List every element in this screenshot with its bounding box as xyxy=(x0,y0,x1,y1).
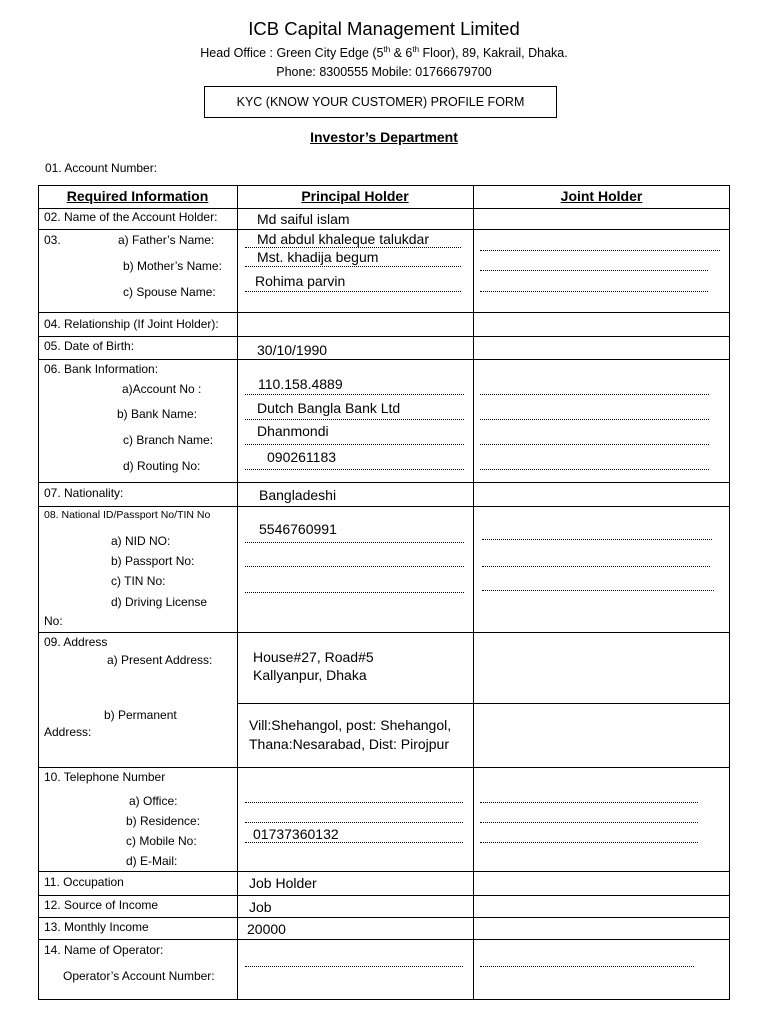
label-passport-no: b) Passport No: xyxy=(111,554,195,568)
label-branch-name: c) Branch Name: xyxy=(123,433,214,447)
dotted-line xyxy=(480,842,698,843)
label-account-holder-name: 02. Name of the Account Holder: xyxy=(44,210,218,224)
label-spouse-name: c) Spouse Name: xyxy=(123,285,216,299)
header-joint-holder: Joint Holder xyxy=(560,188,643,204)
principal-occupation[interactable]: Job Holder xyxy=(249,875,317,891)
label-permanent-address: b) Permanent xyxy=(104,708,177,722)
label-bank-account: a)Account No : xyxy=(122,382,202,396)
row-divider xyxy=(38,871,730,872)
column-divider-1 xyxy=(237,185,238,1000)
principal-present-address-line1[interactable]: House#27, Road#5 xyxy=(253,649,374,665)
principal-monthly-income[interactable]: 20000 xyxy=(247,921,286,937)
label-routing-no: d) Routing No: xyxy=(123,459,201,473)
dotted-line xyxy=(245,444,464,445)
dotted-line xyxy=(245,394,464,395)
dotted-line xyxy=(245,592,464,593)
dotted-line xyxy=(245,842,463,843)
label-driving-license: d) Driving License xyxy=(111,595,208,609)
dotted-line xyxy=(482,566,710,567)
label-operator-account: Operator’s Account Number: xyxy=(63,969,215,983)
column-divider-2 xyxy=(473,185,474,1000)
head-office-address: Head Office : Green City Edge (5th & 6th Floor), 89, Kakrail, Dhaka. xyxy=(200,45,568,61)
dotted-line xyxy=(245,266,461,267)
principal-mother-name[interactable]: Mst. khadija begum xyxy=(257,249,379,265)
principal-father-name[interactable]: Md abdul khaleque talukdar xyxy=(257,231,430,247)
label-occupation: 11. Occupation xyxy=(44,875,124,889)
dotted-line xyxy=(245,291,461,292)
label-bank-information: 06. Bank Information: xyxy=(44,362,159,376)
principal-permanent-address-line2[interactable]: Thana:Nesarabad, Dist: Pirojpur xyxy=(249,736,449,752)
dotted-line xyxy=(245,419,464,420)
principal-present-address-line2[interactable]: Kallyanpur, Dhaka xyxy=(253,667,367,683)
label-row-03: 03. xyxy=(44,233,61,247)
dotted-line xyxy=(480,250,720,251)
label-nid-no: a) NID NO: xyxy=(111,534,171,548)
label-telephone: 10. Telephone Number xyxy=(44,770,166,784)
row-divider xyxy=(38,939,730,940)
dotted-line xyxy=(480,822,698,823)
dotted-line xyxy=(480,469,709,470)
principal-source-of-income[interactable]: Job xyxy=(249,899,272,915)
principal-nationality[interactable]: Bangladeshi xyxy=(259,487,337,503)
dotted-line xyxy=(480,444,709,445)
dotted-line xyxy=(480,966,694,967)
dotted-line xyxy=(480,419,709,420)
principal-spouse-name[interactable]: Rohima parvin xyxy=(255,273,346,289)
dotted-line xyxy=(480,802,698,803)
row-divider xyxy=(38,917,730,918)
label-mother-name: b) Mother’s Name: xyxy=(123,259,222,273)
label-office: a) Office: xyxy=(129,794,178,808)
dotted-line xyxy=(480,394,709,395)
company-name: ICB Capital Management Limited xyxy=(248,18,520,39)
label-residence: b) Residence: xyxy=(126,814,201,828)
header-required-information: Required Information xyxy=(66,188,209,204)
dotted-line xyxy=(482,539,712,540)
principal-bank-name[interactable]: Dutch Bangla Bank Ltd xyxy=(257,400,401,416)
principal-branch-name[interactable]: Dhanmondi xyxy=(257,423,329,439)
header-principal-holder: Principal Holder xyxy=(301,188,409,204)
principal-permanent-address-line1[interactable]: Vill:Shehangol, post: Shehangol, xyxy=(249,717,452,733)
principal-name[interactable]: Md saiful islam xyxy=(257,211,350,227)
principal-mobile[interactable]: 01737360132 xyxy=(253,826,339,842)
dotted-line xyxy=(482,590,714,591)
row-divider xyxy=(38,482,730,483)
row-divider xyxy=(38,208,730,209)
row-divider xyxy=(38,229,730,230)
dotted-line xyxy=(245,822,463,823)
label-tin-no: c) TIN No: xyxy=(111,574,166,588)
row-divider xyxy=(38,632,730,633)
label-permanent-address-2: Address: xyxy=(44,725,92,739)
address-split-divider xyxy=(237,703,730,704)
dotted-line xyxy=(480,291,708,292)
phone-line: Phone: 8300555 Mobile: 01766679700 xyxy=(276,65,492,79)
row-divider xyxy=(38,895,730,896)
row-divider xyxy=(38,767,730,768)
form-title: KYC (KNOW YOUR CUSTOMER) PROFILE FORM xyxy=(204,86,557,118)
dotted-line xyxy=(245,802,463,803)
label-source-of-income: 12. Source of Income xyxy=(44,898,159,912)
dotted-line xyxy=(245,566,464,567)
principal-routing-no[interactable]: 090261183 xyxy=(267,449,337,465)
label-driving-license-no: No: xyxy=(44,614,63,628)
label-mobile: c) Mobile No: xyxy=(126,834,197,848)
dotted-line xyxy=(245,469,464,470)
row-divider xyxy=(38,506,730,507)
principal-nid[interactable]: 5546760991 xyxy=(259,521,337,537)
label-address: 09. Address xyxy=(44,635,108,649)
label-present-address: a) Present Address: xyxy=(107,653,213,667)
label-monthly-income: 13. Monthly Income xyxy=(44,920,149,934)
label-relationship: 04. Relationship (If Joint Holder): xyxy=(44,317,219,331)
row-divider xyxy=(38,359,730,360)
department-title: Investor’s Department xyxy=(310,129,458,145)
principal-date-of-birth[interactable]: 30/10/1990 xyxy=(257,342,328,358)
principal-bank-account[interactable]: 110.158.4889 xyxy=(258,376,343,392)
label-father-name: a) Father’s Name: xyxy=(118,233,215,247)
label-date-of-birth: 05. Date of Birth: xyxy=(44,339,135,353)
account-number-label: 01. Account Number: xyxy=(45,161,158,175)
label-email: d) E-Mail: xyxy=(126,854,178,868)
dotted-line xyxy=(245,542,464,543)
label-operator-name: 14. Name of Operator: xyxy=(44,943,164,957)
dotted-line xyxy=(480,270,708,271)
dotted-line xyxy=(245,966,463,967)
row-divider xyxy=(38,336,730,337)
row-divider xyxy=(38,312,730,313)
label-nationality: 07. Nationality: xyxy=(44,486,124,500)
dotted-line xyxy=(245,247,461,248)
label-bank-name: b) Bank Name: xyxy=(117,407,198,421)
label-national-id: 08. National ID/Passport No/TIN No xyxy=(44,509,211,521)
